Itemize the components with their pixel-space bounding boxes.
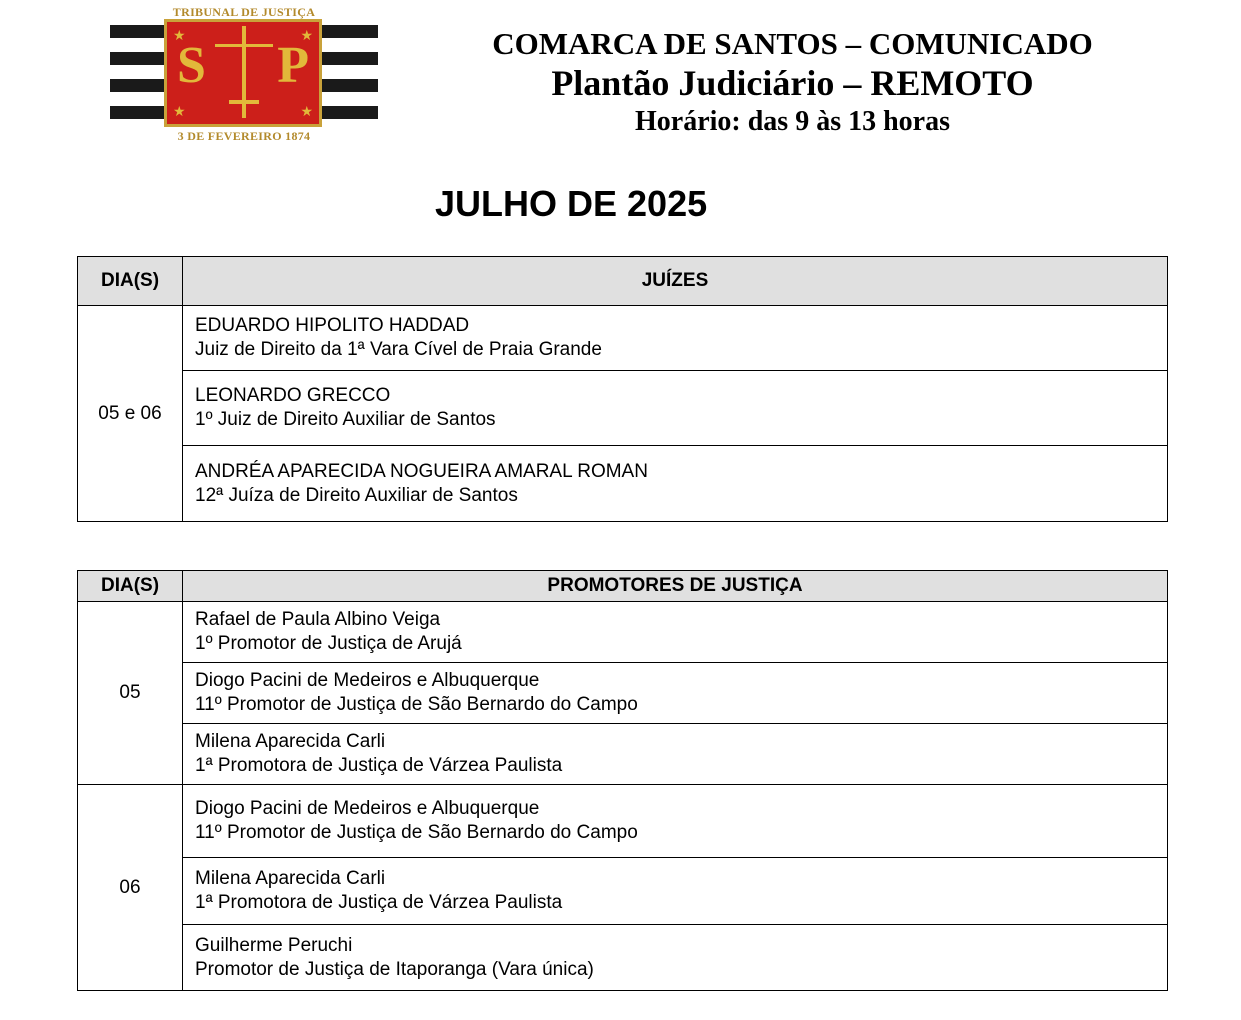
prosecutors-people-header: PROMOTORES DE JUSTIÇA	[183, 571, 1168, 602]
prosecutor-entry	[183, 925, 1168, 991]
person-role: 1º Promotor de Justiça de Arujá	[195, 633, 462, 654]
person-role: 1ª Promotora de Justiça de Várzea Paulista	[195, 892, 563, 913]
prosecutor-entry	[183, 602, 1168, 663]
person-name: ANDRÉA APARECIDA NOGUEIRA AMARAL ROMAN	[195, 460, 648, 482]
sword-icon	[242, 26, 246, 118]
prosecutors-table	[77, 570, 1168, 991]
table-row	[78, 925, 1168, 991]
table-row	[78, 785, 1168, 858]
prosecutor-entry	[183, 858, 1168, 925]
person-name: Milena Aparecida Carli	[195, 868, 386, 889]
logo-bottom-text: 3 DE FEVEREIRO 1874	[177, 129, 311, 143]
person-role: 11º Promotor de Justiça de São Bernardo do Campo	[195, 822, 638, 843]
person-role: 12ª Juíza de Direito Auxiliar de Santos	[195, 484, 518, 506]
header-plantao: Plantão Judiciário – REMOTO	[551, 63, 1034, 103]
person-role: Promotor de Justiça de Itaporanga (Vara única)	[195, 958, 594, 980]
person-role: 11º Promotor de Justiça de São Bernardo do Campo	[195, 694, 638, 715]
header-comarca: COMARCA DE SANTOS – COMUNICADO	[492, 26, 1093, 61]
table-row	[78, 858, 1168, 925]
person-name: Rafael de Paula Albino Veiga	[195, 609, 441, 630]
person-name: EDUARDO HIPOLITO HADDAD	[195, 315, 470, 336]
court-logo	[110, 5, 378, 143]
table-row	[78, 446, 1168, 522]
judges-day-header: DIA(S)	[78, 257, 183, 306]
page-title: JULHO DE 2025	[435, 183, 708, 224]
logo-shield: ★ ★ ★ ★ S P	[164, 19, 322, 127]
table-row	[78, 663, 1168, 724]
day-cell: 05	[78, 602, 183, 785]
person-role: Juiz de Direito da 1ª Vara Cível de Praia Grande	[195, 339, 602, 360]
logo-letter-p: P	[277, 37, 309, 94]
table-row	[78, 371, 1168, 446]
person-role: 1ª Promotora de Justiça de Várzea Paulista	[195, 755, 563, 776]
person-name: Guilherme Peruchi	[195, 934, 353, 956]
day-cell: 06	[78, 785, 183, 991]
logo-letter-s: S	[177, 37, 206, 94]
day-cell: 05 e 06	[78, 306, 183, 522]
person-name: LEONARDO GRECCO	[195, 385, 391, 406]
table-row	[78, 724, 1168, 785]
table-row	[78, 306, 1168, 371]
prosecutor-entry	[183, 785, 1168, 858]
prosecutor-entry	[183, 724, 1168, 785]
judge-entry	[183, 306, 1168, 371]
header-horario: Horário: das 9 às 13 horas	[635, 106, 950, 137]
judge-entry	[183, 371, 1168, 446]
person-name: Milena Aparecida Carli	[195, 731, 386, 752]
judge-entry	[183, 446, 1168, 522]
judges-table	[77, 256, 1168, 522]
logo-top-text: TRIBUNAL DE JUSTIÇA	[172, 5, 316, 19]
person-name: Diogo Pacini de Medeiros e Albuquerque	[195, 670, 540, 691]
person-role: 1º Juiz de Direito Auxiliar de Santos	[195, 409, 496, 430]
person-name: Diogo Pacini de Medeiros e Albuquerque	[195, 798, 540, 819]
prosecutor-entry	[183, 663, 1168, 724]
prosecutors-day-header: DIA(S)	[78, 571, 183, 602]
table-row	[78, 602, 1168, 663]
judges-people-header: JUÍZES	[183, 257, 1168, 306]
